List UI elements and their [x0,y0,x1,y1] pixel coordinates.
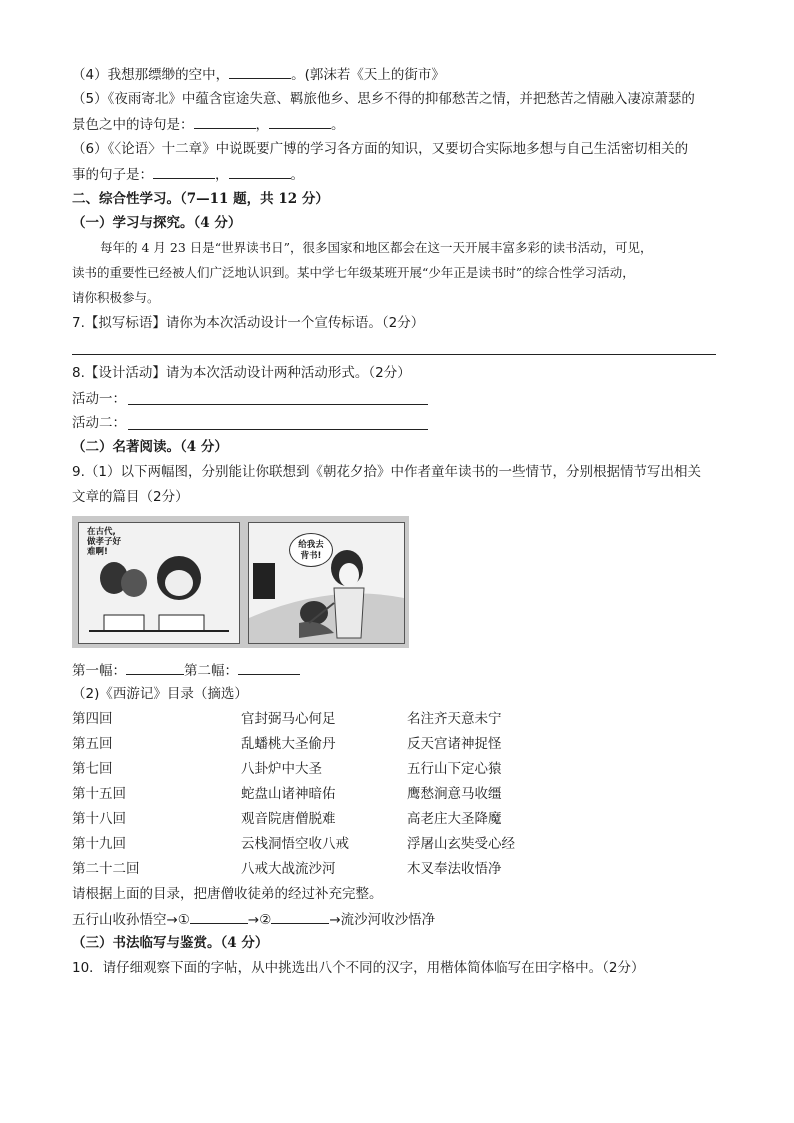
toc-line-b: 高老庄大圣降魔 [407,811,502,827]
chain-end: →流沙河收沙悟净 [329,912,436,928]
part-2-title: （二）名著阅读。（4 分） [72,439,228,455]
comic-image [72,516,409,648]
toc-line-b: 鹰愁涧意马收缰 [407,786,502,802]
q6-blank-2[interactable] [229,164,291,179]
q5-label: 景色之中的诗句是： [72,117,194,133]
q4-text-a: （4）我想那缥缈的空中， [72,67,230,83]
toc-line-b: 反天宫诸神捉怪 [407,736,502,752]
toc-line-b: 名注齐天意未宁 [407,711,502,727]
question-4 [72,64,445,85]
toc-chapter: 第七回 [72,761,113,777]
activity-2-row [72,413,126,433]
question-6-line2 [72,164,304,185]
activity-1-row [72,389,126,409]
chain-blank-1[interactable] [190,909,248,924]
toc-chapter: 第十五回 [72,786,126,802]
toc-line-b: 五行山下定心猿 [407,761,502,777]
toc-chapter: 第五回 [72,736,113,752]
part-3-title: （三）书法临写与鉴赏。（4 分） [72,935,269,951]
toc-chapter: 第四回 [72,711,113,727]
activity-2-line[interactable] [128,429,428,430]
question-7: 7.【拟写标语】请你为本次活动设计一个宣传标语。（2分） [72,315,425,331]
question-8: 8.【设计活动】请为本次活动设计两种活动形式。（2分） [72,365,411,381]
chain-mid: →② [247,912,272,928]
activity-1-label: 活动一： [72,391,126,407]
q7-answer-line[interactable] [72,354,716,355]
chain-start: 五行山收孙悟空→① [72,912,190,928]
q9-answer-1-label: 第一幅： [72,663,126,679]
question-5-line2 [72,114,345,135]
section-2-title: 二、综合性学习。（7—11 题，共 12 分） [72,191,329,207]
toc-line-a: 蛇盘山诸神暗佑 [241,786,336,802]
q5-comma: ， [255,117,269,133]
passage-line-2: 读书的重要性已经被人们广泛地认识到。某中学七年级某班开展“少年正是读书时”的综合性学习活动， [72,265,635,280]
question-5-line1: （5）《夜雨寄北》中蕴含宦途失意、羁旅他乡、思乡不得的抑郁愁苦之情，并把愁苦之情融入凄凉萧瑟的 [72,91,695,107]
q6-comma: ， [215,167,229,183]
toc-line-a: 八卦炉中大圣 [241,761,322,777]
toc-chapter: 第十八回 [72,811,126,827]
q6-blank-1[interactable] [153,164,215,179]
activity-1-line[interactable] [128,404,428,405]
chain-blank-2[interactable] [271,909,329,924]
toc-instruction: 请根据上面的目录，把唐僧收徒弟的经过补充完整。 [72,886,383,902]
toc-chapter: 第二十二回 [72,861,140,877]
disciple-chain [72,909,435,930]
toc-line-b: 浮屠山玄奘受心经 [407,836,515,852]
comic-panel-left [78,522,240,644]
toc-line-a: 官封弼马心何足 [241,711,336,727]
q9-answer-1-blank[interactable] [126,660,184,675]
comic-left-bubble: 在古代, 做孝子好 难啊! [87,527,122,557]
q9-answer-row [72,660,300,681]
toc-line-a: 观音院唐僧脱难 [241,811,336,827]
q5-blank-1[interactable] [194,114,256,129]
toc-line-b: 木叉奉法收悟净 [407,861,502,877]
question-10: 10．请仔细观察下面的字帖，从中挑选出八个不同的汉字，用楷体简体临写在田字格中。（2分） [72,960,645,976]
q5-period: 。 [331,117,345,133]
passage-line-3: 请你积极参与。 [72,290,160,305]
q9-answer-2-label: 第二幅： [184,663,238,679]
q6-label: 事的句子是： [72,167,153,183]
question-6-line1: （6）《〈论语〉十二章》中说既要广博的学习各方面的知识，又要切合实际地多想与自己生活密切相关的 [72,141,689,157]
q4-blank[interactable] [229,64,291,79]
q6-period: 。 [290,167,304,183]
comic-right-bubble: 给我去 背书! [289,533,333,567]
q9-answer-2-blank[interactable] [238,660,300,675]
question-9-line2: 文章的篇目（2分） [72,489,189,505]
q4-text-b: 。(郭沫若《天上的街市》 [291,67,445,83]
toc-chapter: 第十九回 [72,836,126,852]
passage-line-1: 每年的 4 月 23 日是“世界读书日”，很多国家和地区都会在这一天开展丰富多彩的读书活动，可见， [100,240,653,255]
activity-2-label: 活动二： [72,415,126,431]
toc-line-a: 云栈洞悟空收八戒 [241,836,349,852]
toc-line-a: 乱蟠桃大圣偷丹 [241,736,336,752]
comic-panel-right [248,522,405,644]
q5-blank-2[interactable] [269,114,331,129]
part-1-title: （一）学习与探究。（4 分） [72,215,242,231]
toc-line-a: 八戒大战流沙河 [241,861,336,877]
q9-2-title: （2)《西游记》目录（摘选） [72,686,248,702]
question-9-line1: 9.（1）以下两幅图，分别能让你联想到《朝花夕拾》中作者童年读书的一些情节，分别根据情节写出相关 [72,464,701,480]
